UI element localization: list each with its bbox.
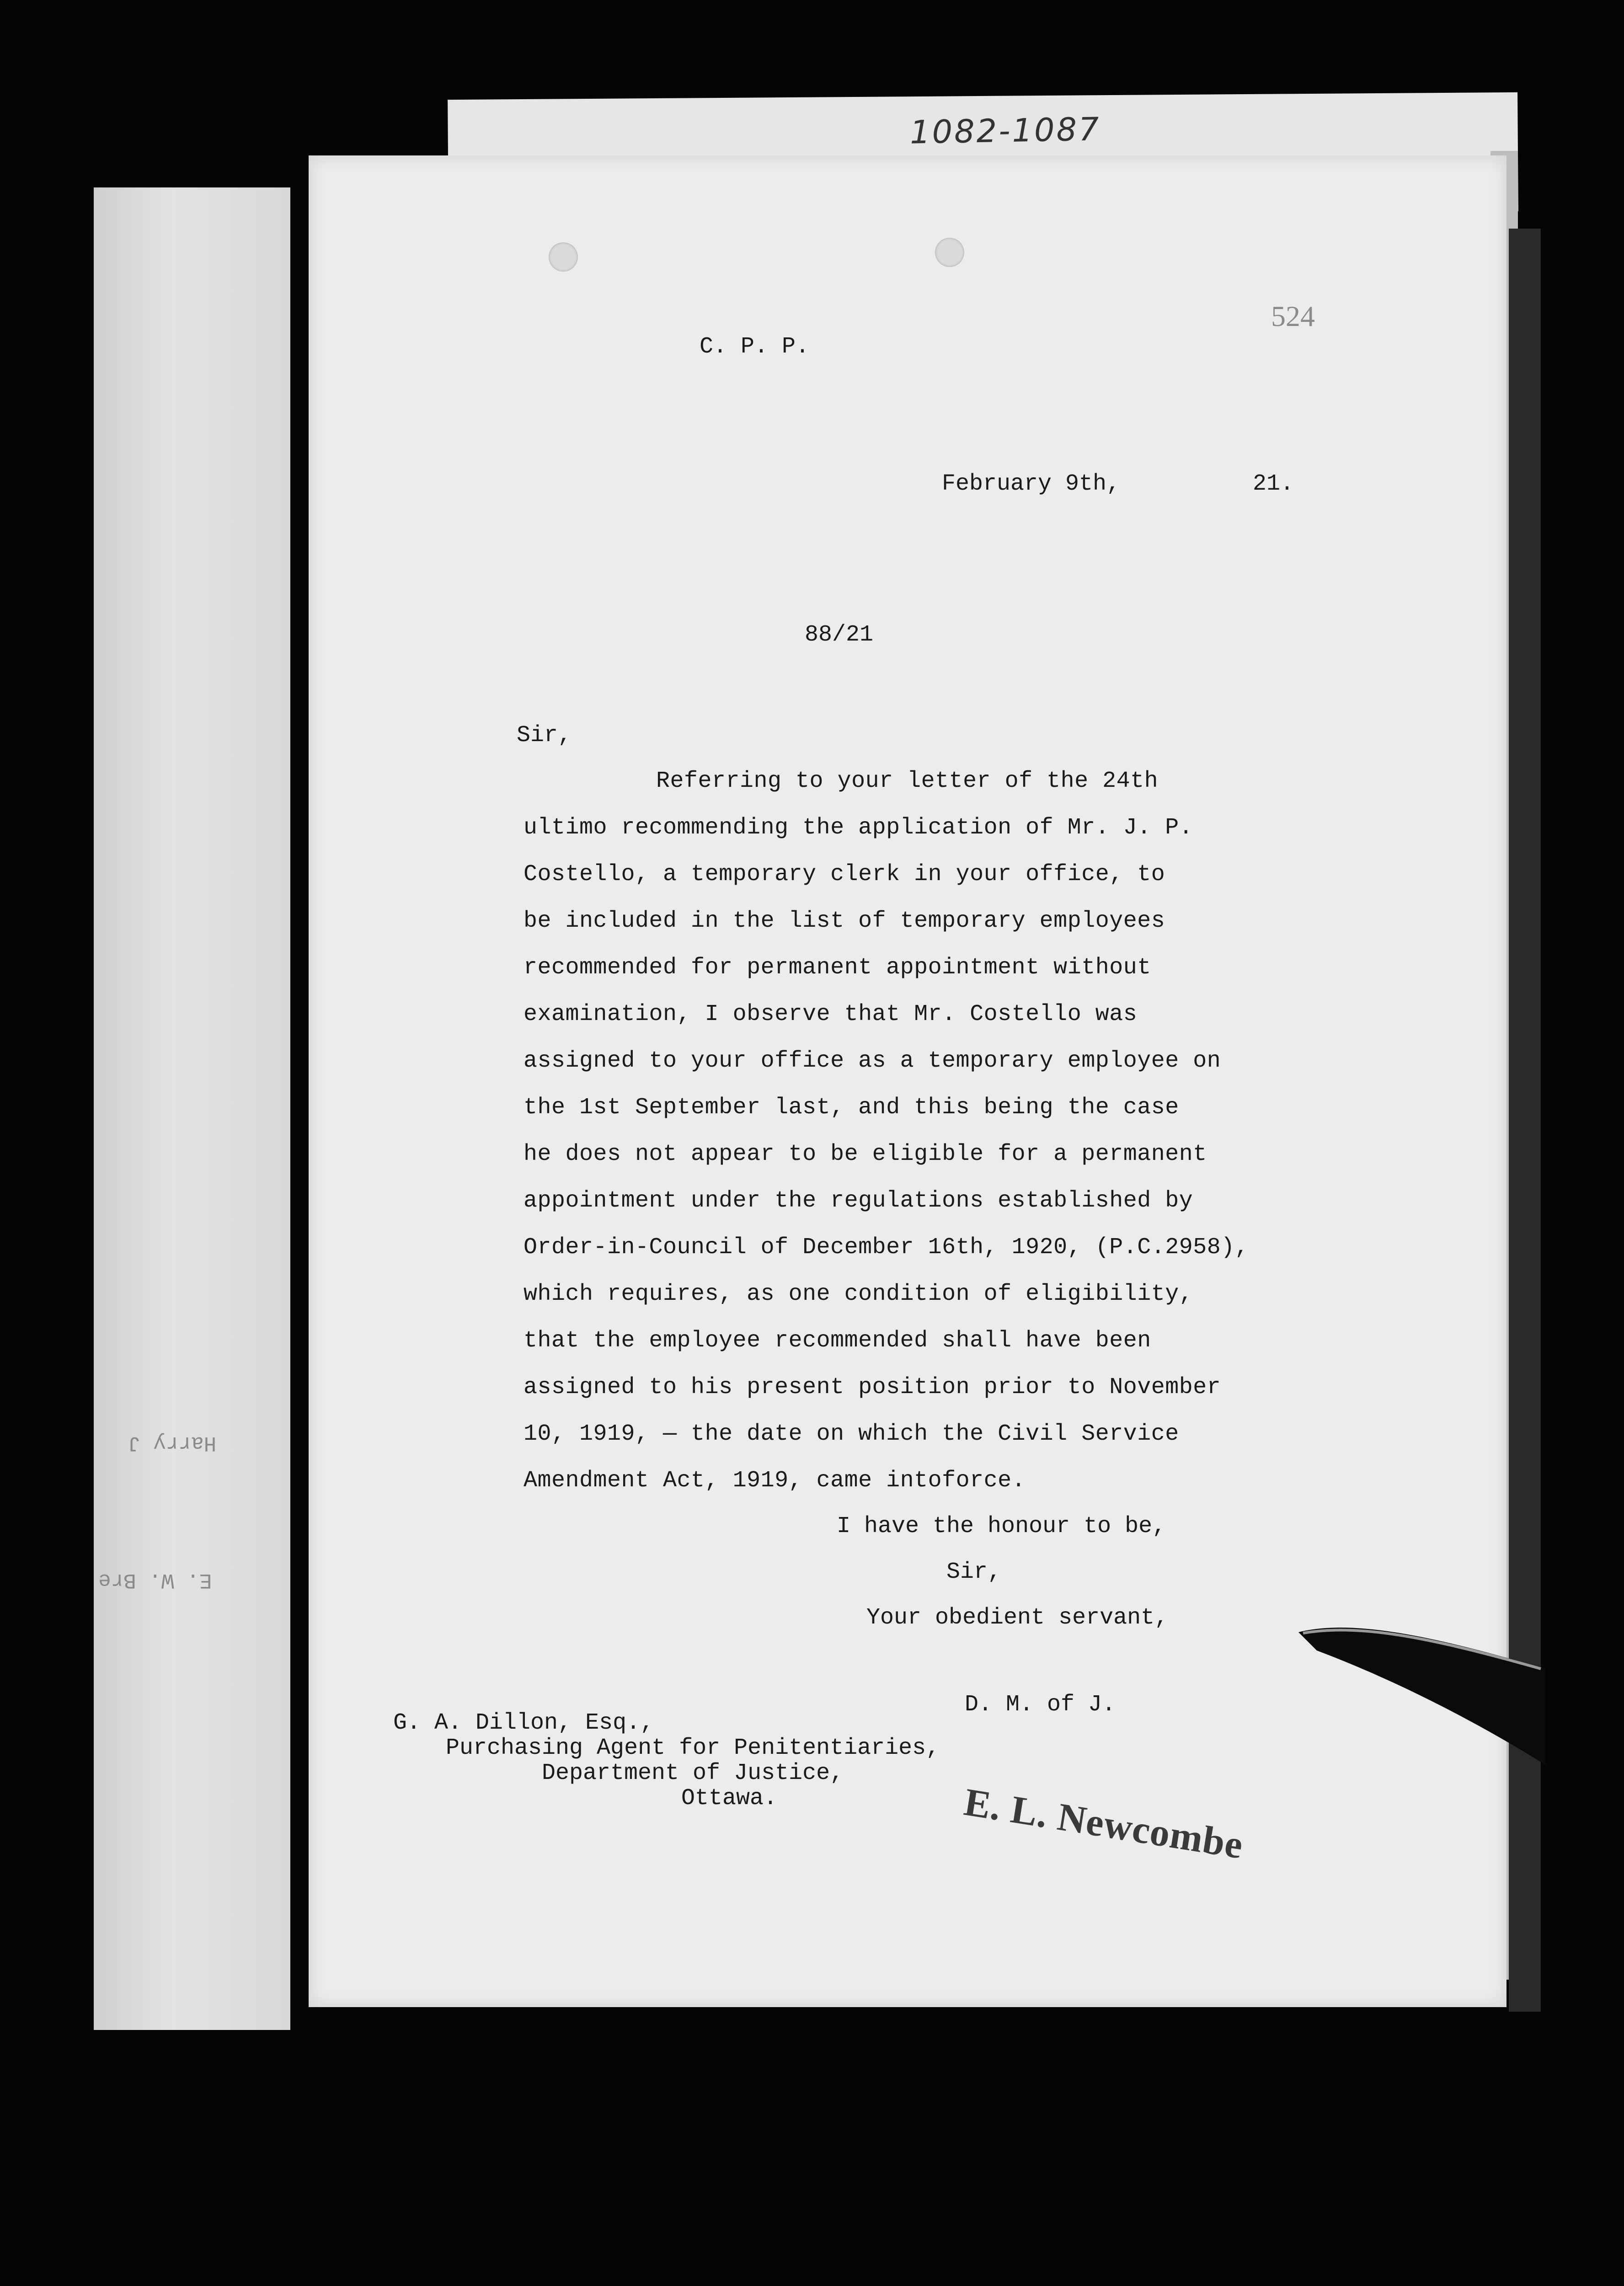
body-line: that the employee recommended shall have been	[524, 1328, 1151, 1354]
signatory-title: D. M. of J.	[965, 1692, 1116, 1718]
body-line: appointment under the regulations established by	[524, 1188, 1193, 1214]
body-line: Amendment Act, 1919, came intoforce.	[524, 1468, 1026, 1494]
letterhead: C. P. P.	[700, 334, 810, 360]
body-line: examination, I observe that Mr. Costello was	[524, 1001, 1138, 1027]
addressee-line: Ottawa.	[681, 1785, 778, 1811]
left-page-fragment: Harry J	[128, 1431, 217, 1455]
body-line: Order-in-Council of December 16th, 1920, (P.C.2958),	[524, 1234, 1249, 1261]
body-line: Costello, a temporary clerk in your office, to	[524, 861, 1165, 887]
letter-date: February 9th,	[942, 471, 1121, 497]
left-page-fragment: E. W. Bre	[98, 1568, 212, 1592]
salutation: Sir,	[517, 722, 572, 748]
addressee-line: Department of Justice,	[542, 1760, 844, 1786]
signature-stamp: E. L. Newcombe	[961, 1779, 1246, 1867]
closing-line: I have the honour to be,	[837, 1513, 1166, 1539]
body-line: ultimo recommending the application of Mr. J. P.	[524, 815, 1193, 841]
body-line: he does not appear to be eligible for a permanent	[524, 1141, 1207, 1167]
body-line: the 1st September last, and this being the case	[524, 1095, 1179, 1121]
body-line: recommended for permanent appointment without	[524, 955, 1151, 981]
body-line: Referring to your letter of the 24th	[656, 768, 1159, 794]
addressee-line: Purchasing Agent for Penitentiaries,	[446, 1735, 940, 1761]
addressee-line: G. A. Dillon, Esq.,	[393, 1710, 654, 1736]
punch-hole	[549, 242, 578, 272]
body-line: be included in the list of temporary employees	[524, 908, 1165, 934]
page-number: 524	[1271, 300, 1315, 332]
letter-year: 21.	[1253, 471, 1294, 497]
body-line: assigned to your office as a temporary employee on	[524, 1048, 1221, 1074]
body-line: assigned to his present position prior to November	[524, 1374, 1221, 1400]
letter-opener-blade	[1298, 1600, 1545, 1765]
body-line: which requires, as one condition of eligibility,	[524, 1281, 1193, 1307]
reference-number: 88/21	[805, 622, 874, 648]
punch-hole	[935, 238, 964, 267]
file-number: 1082-1087	[909, 110, 1101, 151]
left-facing-page	[94, 187, 290, 2030]
closing-line: Sir,	[946, 1559, 1002, 1585]
closing-line: Your obedient servant,	[866, 1605, 1169, 1631]
body-line: 10, 1919, — the date on which the Civil Service	[524, 1421, 1179, 1447]
